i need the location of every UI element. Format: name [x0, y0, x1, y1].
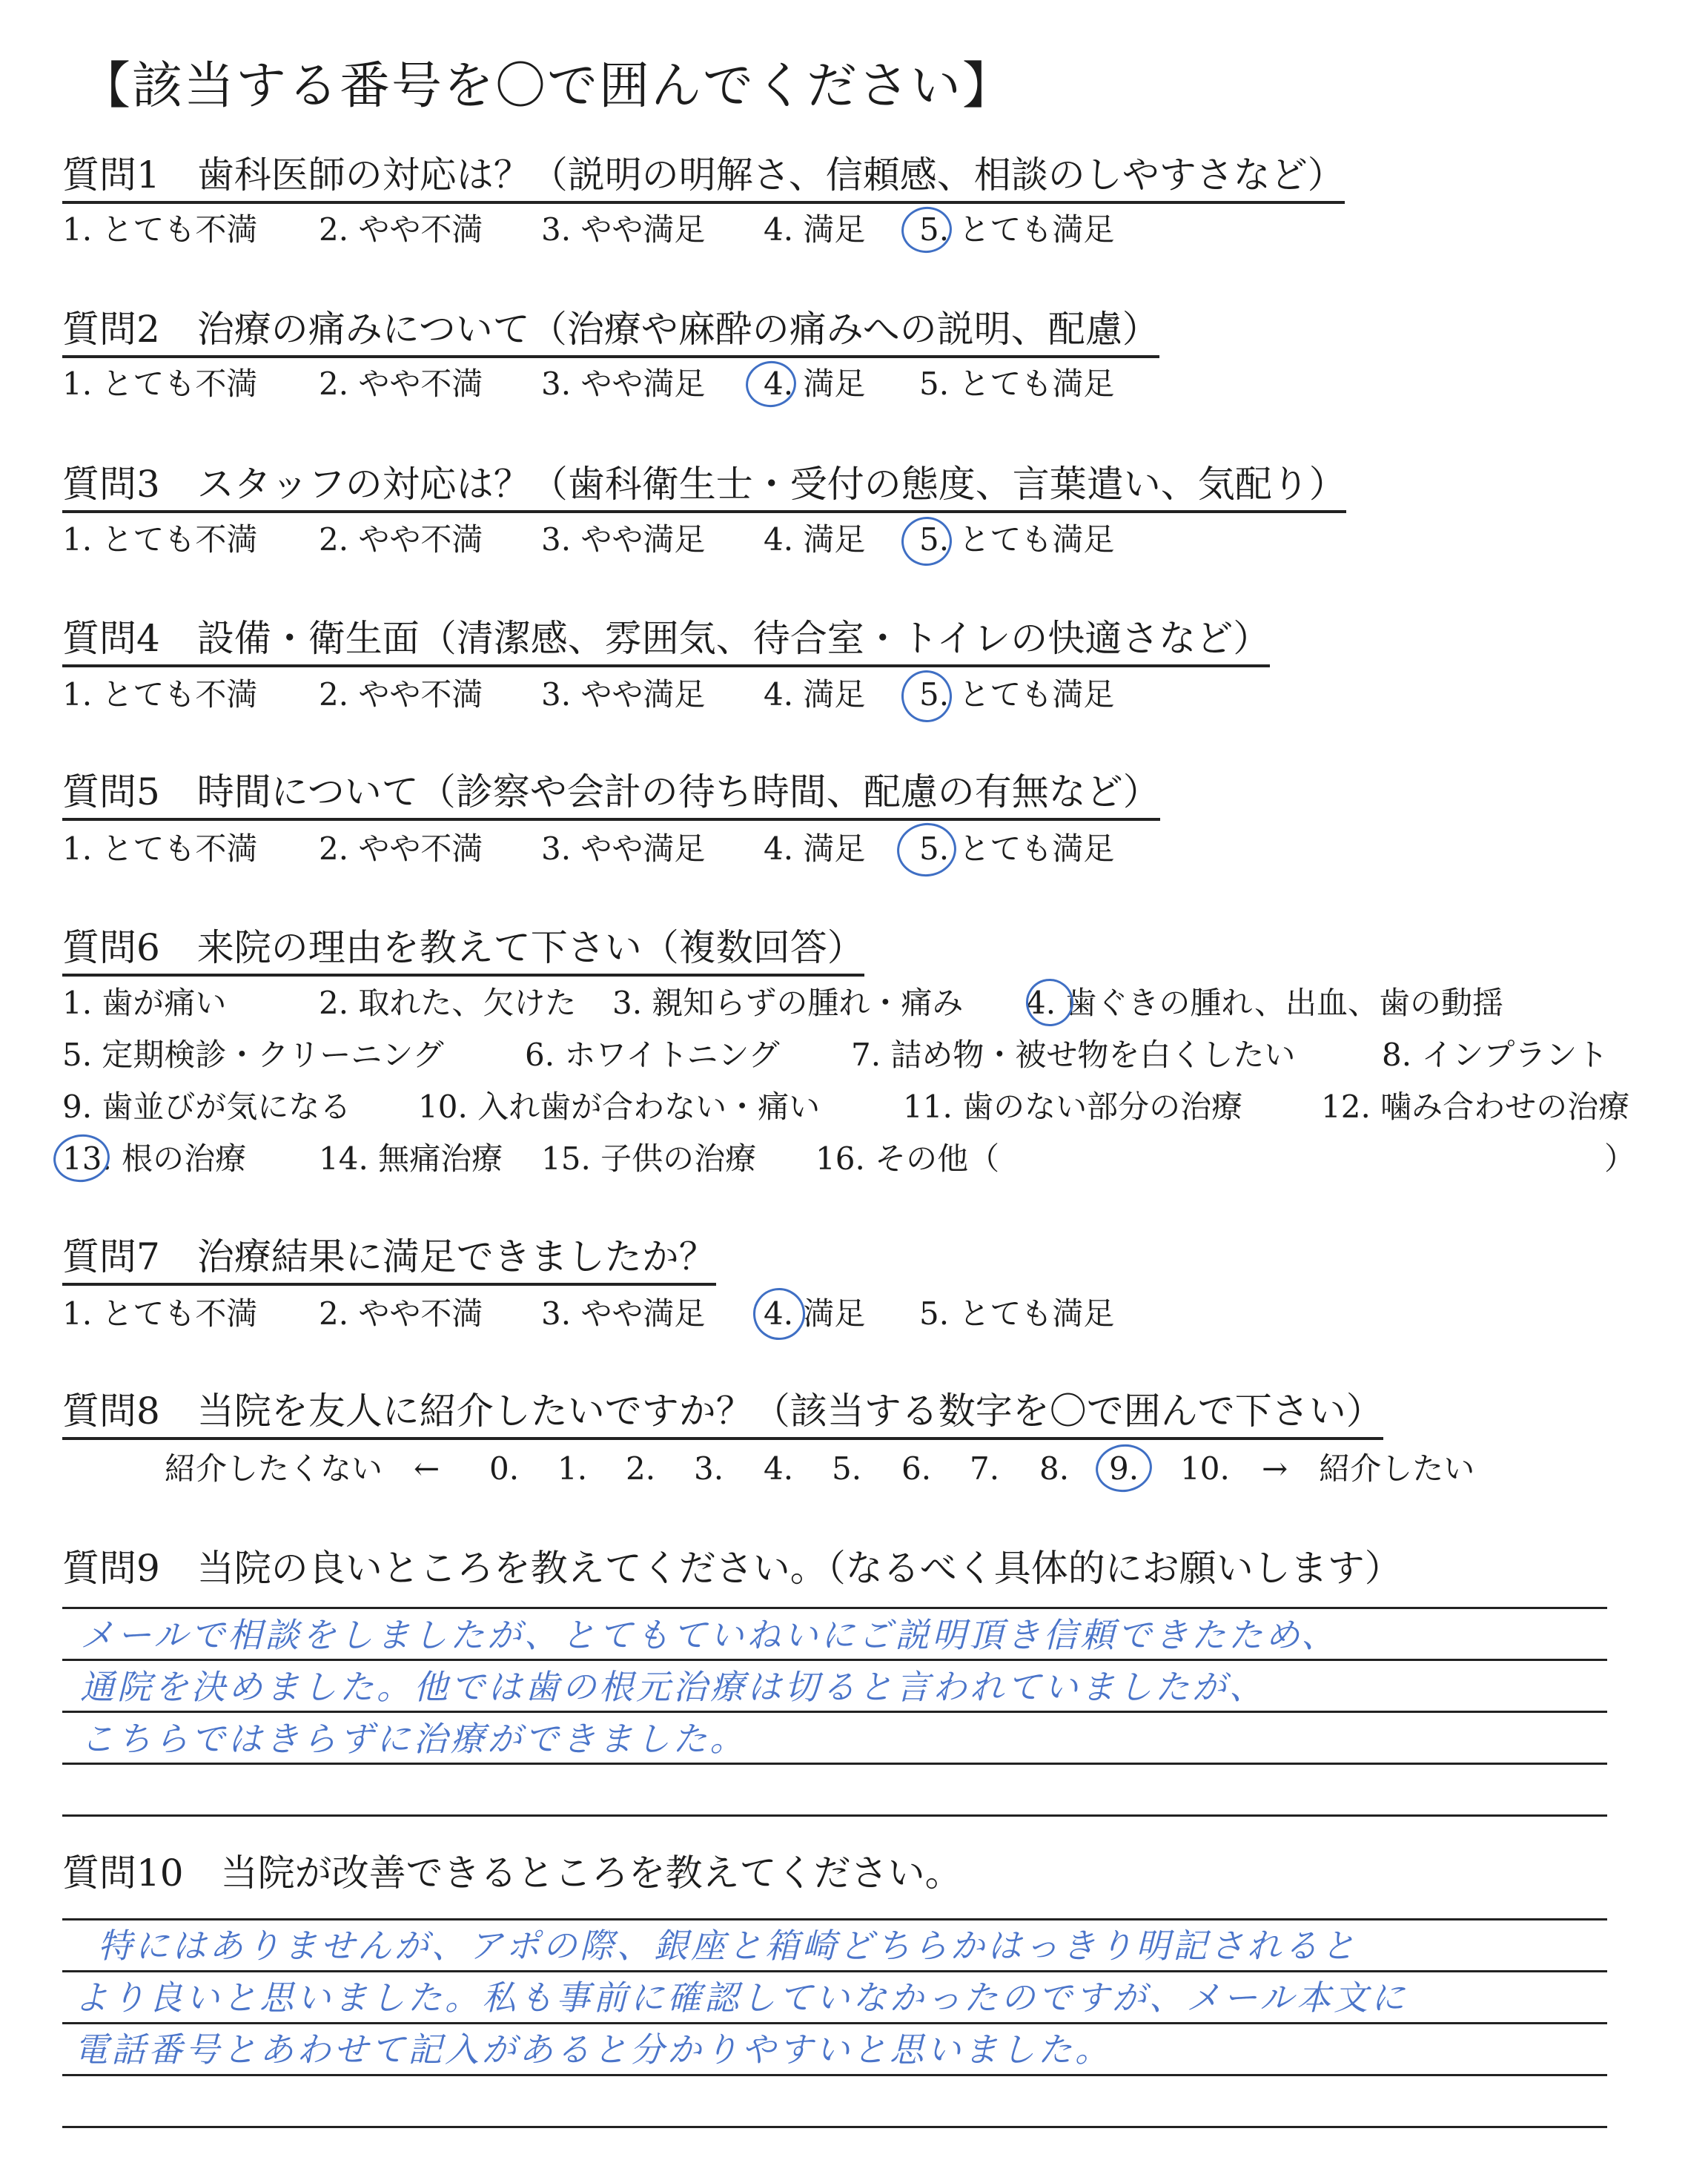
question-1-choices: [62, 211, 1248, 250]
answer-line-rule: [62, 1814, 1607, 1817]
question-6-choices: [62, 985, 1678, 1207]
q9-answer-line-1: メールで相談をしましたが、とてもていねいにご説明頂き信頼できたため、: [80, 1615, 1339, 1655]
question-8-title: 質問8 当院を友人に紹介したいですか？（該当する数字を〇で囲んで下さい）: [62, 1388, 1383, 1440]
answer-line-rule: [62, 1607, 1607, 1609]
q4-choice-2[interactable]: 2. やや不満: [319, 676, 483, 713]
q7-choice-4[interactable]: 4. 満足: [764, 1295, 866, 1332]
question-3-title: 質問3 スタッフの対応は？（歯科衛生士・受付の態度、言葉遣い、気配り）: [62, 461, 1346, 513]
q4-choice-4[interactable]: 4. 満足: [764, 676, 866, 713]
scale-option-2[interactable]: 2.: [626, 1450, 656, 1487]
q7-choice-5[interactable]: 5. とても満足: [919, 1295, 1115, 1332]
answer-line-rule: [62, 1763, 1607, 1765]
q1-choice-5[interactable]: 5. とても満足: [919, 211, 1115, 248]
answer-line-rule: [62, 1711, 1607, 1713]
q2-choice-1[interactable]: 1. とても不満: [62, 366, 258, 402]
scale-option-4[interactable]: 4.: [764, 1450, 794, 1487]
q3-choice-2[interactable]: 2. やや不満: [319, 521, 483, 558]
selected-circle-mark: [1093, 1441, 1155, 1496]
question-2-choices: [62, 366, 1248, 404]
q2-choice-3[interactable]: 3. やや満足: [541, 366, 706, 402]
scale-option-3[interactable]: 3.: [694, 1450, 724, 1487]
scale-option-9[interactable]: 9.: [1109, 1450, 1139, 1487]
question-2-title: 質問2 治療の痛みについて（治療や麻酔の痛みへの説明、配慮）: [62, 306, 1159, 358]
q4-choice-1[interactable]: 1. とても不満: [62, 676, 258, 713]
q6-choice-3[interactable]: 3. 親知らずの腫れ・痛み: [612, 985, 964, 1021]
selected-circle-mark: [749, 1284, 808, 1343]
q6-choice-9[interactable]: 9. 歯並びが気になる: [62, 1089, 351, 1125]
q7-choice-2[interactable]: 2. やや不満: [319, 1295, 483, 1332]
q6-choice-11[interactable]: 11. 歯のない部分の治療: [903, 1089, 1243, 1125]
q9-answer-line-2: 通院を決めました。他では歯の根元治療は切ると言われていましたが、: [80, 1667, 1266, 1707]
answer-line-rule: [62, 2074, 1607, 2076]
q6-choice-15[interactable]: 15. 子供の治療: [541, 1140, 757, 1177]
q4-choice-3[interactable]: 3. やや満足: [541, 676, 706, 713]
scale-right-label: → 紹介したい: [1262, 1450, 1475, 1487]
question-3-choices: [62, 521, 1248, 560]
scale-option-0[interactable]: 0.: [489, 1450, 520, 1487]
q6-choice-6[interactable]: 6. ホワイトニング: [525, 1037, 780, 1073]
q10-answer-line-2: より良いと思いました。私も事前に確認していなかったのですが、メール本文に: [74, 1978, 1409, 2018]
q1-choice-2[interactable]: 2. やや不満: [319, 211, 483, 248]
q6-choice-5[interactable]: 5. 定期検診・クリーニング: [62, 1037, 444, 1073]
q6-choice-8[interactable]: 8. インプラント: [1382, 1037, 1609, 1073]
question-1-title: 質問1 歯科医師の対応は？（説明の明解さ、信頼感、相談のしやすさなど）: [62, 152, 1345, 204]
q5-choice-4[interactable]: 4. 満足: [764, 830, 866, 867]
answer-line-rule: [62, 2126, 1607, 2128]
q2-choice-2[interactable]: 2. やや不満: [319, 366, 483, 402]
q5-choice-1[interactable]: 1. とても不満: [62, 830, 258, 867]
q10-answer-line-1: 特にはありませんが、アポの際、銀座と箱崎どちらかはっきり明記されると: [98, 1926, 1358, 1966]
q4-choice-5[interactable]: 5. とても満足: [919, 676, 1115, 713]
answer-line-rule: [62, 2022, 1607, 2024]
q1-choice-1[interactable]: 1. とても不満: [62, 211, 258, 248]
q5-choice-2[interactable]: 2. やや不満: [319, 830, 483, 867]
q2-choice-5[interactable]: 5. とても満足: [919, 366, 1115, 402]
q7-choice-3[interactable]: 3. やや満足: [541, 1295, 706, 1332]
scale-option-8[interactable]: 8.: [1039, 1450, 1070, 1487]
question-6-title: 質問6 来院の理由を教えて下さい（複数回答）: [62, 925, 864, 977]
page-title: 【該当する番号を〇で囲んでください】: [80, 57, 1015, 116]
question-5-choices: [62, 830, 1248, 869]
scale-option-1[interactable]: 1.: [557, 1450, 588, 1487]
scale-left-label: 紹介したくない ←: [165, 1450, 440, 1487]
q5-choice-3[interactable]: 3. やや満足: [541, 830, 706, 867]
q1-choice-3[interactable]: 3. やや満足: [541, 211, 706, 248]
answer-line-rule: [62, 1918, 1607, 1920]
q6-choice-16[interactable]: 16. その他（: [815, 1140, 1000, 1177]
q6-choice-16-close: ）: [1604, 1140, 1636, 1177]
q3-choice-5[interactable]: 5. とても満足: [919, 521, 1115, 558]
q6-choice-7[interactable]: 7. 詰め物・被せ物を白くしたい: [851, 1037, 1296, 1073]
q1-choice-4[interactable]: 4. 満足: [764, 211, 866, 248]
selected-circle-mark: [893, 819, 959, 880]
question-10-title: 質問10 当院が改善できるところを教えてください。: [62, 1852, 962, 1895]
q10-answer-line-3: 電話番号とあわせて記入があると分かりやすいと思いました。: [74, 2029, 1112, 2070]
scale-option-6[interactable]: 6.: [901, 1450, 932, 1487]
q2-choice-4[interactable]: 4. 満足: [764, 366, 866, 402]
question-5-title: 質問5 時間について（診察や会計の待ち時間、配慮の有無など）: [62, 769, 1160, 821]
q7-choice-1[interactable]: 1. とても不満: [62, 1295, 258, 1332]
q6-choice-14[interactable]: 14. 無痛治療: [319, 1140, 503, 1177]
q9-answer-line-3: こちらではきらずに治療ができました。: [80, 1719, 747, 1759]
answer-line-rule: [62, 1970, 1607, 1972]
q3-choice-4[interactable]: 4. 満足: [764, 521, 866, 558]
q3-choice-1[interactable]: 1. とても不満: [62, 521, 258, 558]
q6-choice-12[interactable]: 12. 噛み合わせの治療: [1321, 1089, 1630, 1125]
question-9-title: 質問9 当院の良いところを教えてください。（なるべく具体的にお願いします）: [62, 1547, 1402, 1590]
q6-choice-13[interactable]: 13. 根の治療: [62, 1140, 247, 1177]
q3-choice-3[interactable]: 3. やや満足: [541, 521, 706, 558]
scale-option-10[interactable]: 10.: [1180, 1450, 1230, 1487]
scale-option-7[interactable]: 7.: [970, 1450, 1000, 1487]
q6-choice-10[interactable]: 10. 入れ歯が合わない・痛い: [418, 1089, 821, 1125]
scale-option-5[interactable]: 5.: [832, 1450, 862, 1487]
question-8-scale: [165, 1450, 1499, 1489]
question-7-title: 質問7 治療結果に満足できましたか？: [62, 1234, 716, 1286]
q6-choice-4[interactable]: 4. 歯ぐきの腫れ、出血、歯の動揺: [1026, 985, 1503, 1021]
question-4-title: 質問4 設備・衛生面（清潔感、雰囲気、待合室・トイレの快適さなど）: [62, 615, 1270, 667]
q6-choice-1[interactable]: 1. 歯が痛い: [62, 985, 227, 1021]
question-4-choices: [62, 676, 1248, 715]
question-7-choices: [62, 1295, 1248, 1334]
answer-line-rule: [62, 1659, 1607, 1661]
q5-choice-5[interactable]: 5. とても満足: [919, 830, 1115, 867]
q6-choice-2[interactable]: 2. 取れた、欠けた: [319, 985, 577, 1021]
